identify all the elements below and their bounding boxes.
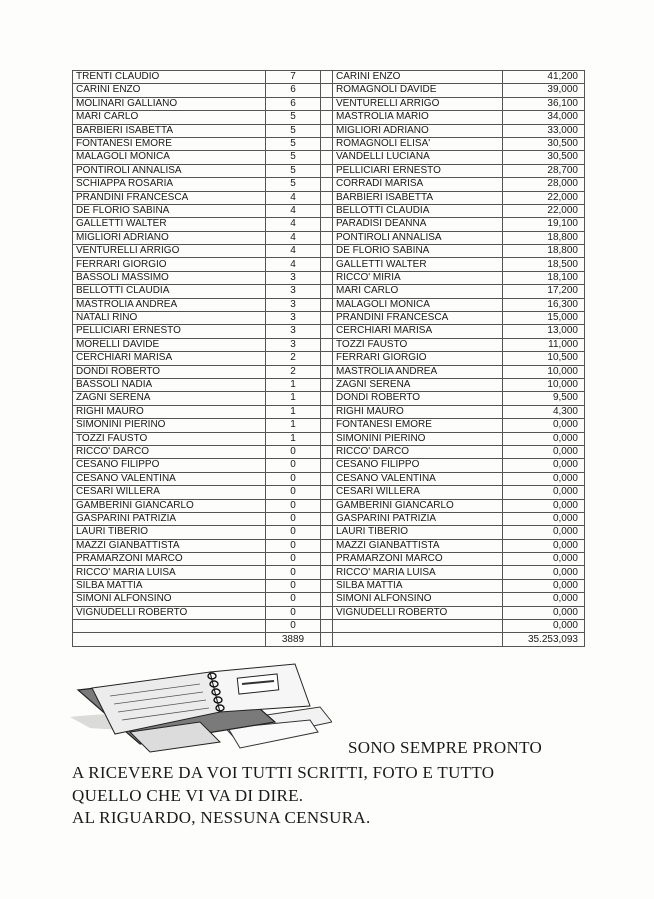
name2-cell: MASTROLIA ANDREA [333,365,503,378]
amount-cell: 0,000 [503,472,585,485]
separator-cell [321,352,333,365]
count-cell: 5 [266,151,321,164]
amount-cell: 33,000 [503,124,585,137]
separator-cell [321,539,333,552]
name2-cell: CERCHIARI MARISA [333,325,503,338]
name-cell: TRENTI CLAUDIO [73,71,266,84]
name2-cell: MASTROLIA MARIO [333,111,503,124]
table-row [73,606,585,619]
table-row [73,231,585,244]
count-cell: 3 [266,325,321,338]
table-row [73,258,585,271]
name2-cell: SIMONI ALFONSINO [333,593,503,606]
count-cell: 4 [266,245,321,258]
amount-cell: 0,000 [503,459,585,472]
amount-cell: 17,200 [503,285,585,298]
amount-cell: 9,500 [503,392,585,405]
count-cell: 5 [266,111,321,124]
separator-cell [321,271,333,284]
name2-cell: GAMBERINI GIANCARLO [333,499,503,512]
separator-cell [321,593,333,606]
name-cell: CERCHIARI MARISA [73,352,266,365]
count-cell: 0 [266,593,321,606]
count-cell: 0 [266,445,321,458]
count-cell: 0 [266,486,321,499]
amount-cell: 0,000 [503,432,585,445]
count-cell: 4 [266,258,321,271]
amount-cell: 10,000 [503,365,585,378]
name2-cell: MAZZI GIANBATTISTA [333,539,503,552]
separator-cell [321,472,333,485]
amount-cell: 11,000 [503,338,585,351]
name-cell: DE FLORIO SABINA [73,204,266,217]
name-cell: BASSOLI MASSIMO [73,271,266,284]
name-cell: NATALI RINO [73,312,266,325]
amount-cell: 19,100 [503,218,585,231]
amount-cell: 4,300 [503,405,585,418]
amount-cell: 0,000 [503,620,585,633]
count-cell: 0 [266,499,321,512]
separator-cell [321,204,333,217]
table-row [73,111,585,124]
count-cell: 3 [266,338,321,351]
table-row [73,137,585,150]
table-row [73,312,585,325]
count-cell: 5 [266,137,321,150]
separator-cell [321,405,333,418]
table-row [73,472,585,485]
separator-cell [321,325,333,338]
count-cell: 0 [266,526,321,539]
amount-cell: 16,300 [503,298,585,311]
table-row [73,352,585,365]
name2-cell: ROMAGNOLI DAVIDE [333,84,503,97]
count-cell: 4 [266,218,321,231]
name-cell: RICCO' DARCO [73,445,266,458]
separator-cell [321,378,333,391]
name2-cell: TOZZI FAUSTO [333,338,503,351]
results-table-container [72,70,584,647]
separator-cell [321,338,333,351]
name-cell: FONTANESI EMORE [73,137,266,150]
table-row [73,392,585,405]
separator-cell [321,111,333,124]
amount-cell: 22,000 [503,191,585,204]
results-table [72,70,585,647]
amount-cell: 0,000 [503,593,585,606]
separator-cell [321,606,333,619]
name-cell: ZAGNI SERENA [73,392,266,405]
separator-cell [321,245,333,258]
name2-cell: DE FLORIO SABINA [333,245,503,258]
count-cell: 6 [266,97,321,110]
table-row [73,178,585,191]
amount-cell: 28,000 [503,178,585,191]
name-cell: FERRARI GIORGIO [73,258,266,271]
name2-cell: LAURI TIBERIO [333,526,503,539]
name2-cell: MALAGOLI MONICA [333,298,503,311]
name-cell: MIGLIORI ADRIANO [73,231,266,244]
message-line-1: SONO SEMPRE PRONTO [348,738,543,757]
table-row [73,499,585,512]
name2-cell: RICCO' MARIA LUISA [333,566,503,579]
table-row [73,285,585,298]
name-cell: MARI CARLO [73,111,266,124]
amount-cell: 0,000 [503,445,585,458]
name2-cell: CESANO VALENTINA [333,472,503,485]
name2-cell: VIGNUDELLI ROBERTO [333,606,503,619]
name-cell: GALLETTI WALTER [73,218,266,231]
count-cell: 0 [266,566,321,579]
totals-label-cell [73,633,266,647]
amount-cell: 0,000 [503,499,585,512]
separator-cell [321,392,333,405]
amount-cell: 34,000 [503,111,585,124]
name-cell: PONTIROLI ANNALISA [73,164,266,177]
amount-cell: 30,500 [503,137,585,150]
name2-cell: SILBA MATTIA [333,579,503,592]
name2-cell: RIGHI MAURO [333,405,503,418]
name-cell: BELLOTTI CLAUDIA [73,285,266,298]
name-cell: SCHIAPPA ROSARIA [73,178,266,191]
table-row [73,298,585,311]
amount-cell: 28,700 [503,164,585,177]
table-row [73,365,585,378]
count-cell: 3 [266,312,321,325]
count-cell: 0 [266,512,321,525]
table-row [73,566,585,579]
count-cell: 1 [266,405,321,418]
name2-cell: RICCO' MIRIA [333,271,503,284]
table-row [73,419,585,432]
count-cell: 5 [266,164,321,177]
separator-cell [321,97,333,110]
count-cell: 7 [266,71,321,84]
table-row [73,71,585,84]
name2-cell: ZAGNI SERENA [333,378,503,391]
amount-cell: 0,000 [503,566,585,579]
message-line-2: A RICEVERE DA VOI TUTTI SCRITTI, FOTO E TUTTO [72,763,495,782]
separator-cell [321,71,333,84]
name2-cell: BELLOTTI CLAUDIA [333,204,503,217]
separator-cell [321,298,333,311]
table-row [73,164,585,177]
total-amount-cell: 35.253,093 [503,633,585,647]
count-cell: 4 [266,204,321,217]
name2-cell: ROMAGNOLI ELISA' [333,137,503,150]
separator-cell [321,285,333,298]
count-cell: 2 [266,365,321,378]
table-row [73,432,585,445]
name-cell: BARBIERI ISABETTA [73,124,266,137]
name2-cell [333,620,503,633]
name2-cell: CORRADI MARISA [333,178,503,191]
separator-cell [321,499,333,512]
count-cell: 0 [266,553,321,566]
count-cell: 6 [266,84,321,97]
name-cell: GASPARINI PATRIZIA [73,512,266,525]
name2-cell: PRAMARZONI MARCO [333,553,503,566]
separator-cell [321,164,333,177]
name-cell: RIGHI MAURO [73,405,266,418]
separator-cell [321,486,333,499]
message-line-3: QUELLO CHE VI VA DI DIRE. [72,786,304,805]
separator-cell [321,258,333,271]
name-cell: BASSOLI NADIA [73,378,266,391]
count-cell: 0 [266,459,321,472]
amount-cell: 0,000 [503,512,585,525]
table-row [73,204,585,217]
count-cell: 0 [266,472,321,485]
amount-cell: 18,800 [503,245,585,258]
name2-cell: PARADISI DEANNA [333,218,503,231]
separator-cell [321,137,333,150]
table-row [73,620,585,633]
count-cell: 0 [266,620,321,633]
table-row [73,459,585,472]
table-row [73,97,585,110]
separator-cell [321,512,333,525]
separator-cell [321,124,333,137]
name2-cell: MARI CARLO [333,285,503,298]
count-cell: 1 [266,419,321,432]
name2-cell: FONTANESI EMORE [333,419,503,432]
name-cell: PRAMARZONI MARCO [73,553,266,566]
name-cell: MALAGOLI MONICA [73,151,266,164]
name-cell: TOZZI FAUSTO [73,432,266,445]
table-row [73,124,585,137]
table-row [73,486,585,499]
name-cell: SIMONINI PIERINO [73,419,266,432]
count-cell: 3 [266,285,321,298]
separator-cell [321,553,333,566]
separator-cell [321,231,333,244]
amount-cell: 0,000 [503,606,585,619]
separator-cell [321,312,333,325]
table-row [73,325,585,338]
amount-cell: 0,000 [503,539,585,552]
name2-cell: PRANDINI FRANCESCA [333,312,503,325]
name-cell: SIMONI ALFONSINO [73,593,266,606]
message-line-4: AL RIGUARDO, NESSUNA CENSURA. [72,808,371,827]
separator-cell [321,365,333,378]
name-cell [73,620,266,633]
name2-cell: BARBIERI ISABETTA [333,191,503,204]
name-cell: CESANO VALENTINA [73,472,266,485]
count-cell: 1 [266,432,321,445]
name2-cell: DONDI ROBERTO [333,392,503,405]
amount-cell: 0,000 [503,526,585,539]
name-cell: SILBA MATTIA [73,579,266,592]
count-cell: 0 [266,539,321,552]
amount-cell: 15,000 [503,312,585,325]
count-cell: 3 [266,271,321,284]
name-cell: CESARI WILLERA [73,486,266,499]
results-table-body [73,71,585,647]
name2-cell: FERRARI GIORGIO [333,352,503,365]
name2-cell: MIGLIORI ADRIANO [333,124,503,137]
name-cell: VENTURELLI ARRIGO [73,245,266,258]
table-row [73,245,585,258]
name2-cell: GALLETTI WALTER [333,258,503,271]
separator-cell [321,445,333,458]
name-cell: GAMBERINI GIANCARLO [73,499,266,512]
name-cell: MAZZI GIANBATTISTA [73,539,266,552]
count-cell: 1 [266,378,321,391]
amount-cell: 0,000 [503,579,585,592]
name2-cell: PELLICIARI ERNESTO [333,164,503,177]
table-row [73,338,585,351]
table-row [73,512,585,525]
name2-cell: RICCO' DARCO [333,445,503,458]
open-notebook-icon [70,662,332,754]
count-cell: 2 [266,352,321,365]
name-cell: RICCO' MARIA LUISA [73,566,266,579]
amount-cell: 0,000 [503,486,585,499]
totals-spacer-cell [333,633,503,647]
count-cell: 1 [266,392,321,405]
name2-cell: GASPARINI PATRIZIA [333,512,503,525]
amount-cell: 18,800 [503,231,585,244]
total-count-cell: 3889 [266,633,321,647]
name-cell: CESANO FILIPPO [73,459,266,472]
separator-cell [321,218,333,231]
name2-cell: PONTIROLI ANNALISA [333,231,503,244]
table-row [73,539,585,552]
table-row [73,84,585,97]
amount-cell: 41,200 [503,71,585,84]
count-cell: 4 [266,191,321,204]
name-cell: MORELLI DAVIDE [73,338,266,351]
table-row [73,445,585,458]
table-row [73,579,585,592]
table-row [73,553,585,566]
name2-cell: CESARI WILLERA [333,486,503,499]
table-row [73,218,585,231]
totals-row [73,633,585,647]
amount-cell: 36,100 [503,97,585,110]
amount-cell: 0,000 [503,553,585,566]
separator-cell [321,633,333,647]
separator-cell [321,620,333,633]
amount-cell: 10,500 [503,352,585,365]
table-row [73,151,585,164]
separator-cell [321,178,333,191]
separator-cell [321,84,333,97]
count-cell: 4 [266,231,321,244]
name2-cell: VANDELLI LUCIANA [333,151,503,164]
table-row [73,405,585,418]
separator-cell [321,526,333,539]
amount-cell: 22,000 [503,204,585,217]
amount-cell: 10,000 [503,378,585,391]
table-row [73,593,585,606]
name2-cell: SIMONINI PIERINO [333,432,503,445]
separator-cell [321,432,333,445]
separator-cell [321,191,333,204]
separator-cell [321,419,333,432]
table-row [73,526,585,539]
name-cell: PELLICIARI ERNESTO [73,325,266,338]
table-row [73,378,585,391]
name-cell: LAURI TIBERIO [73,526,266,539]
amount-cell: 18,500 [503,258,585,271]
separator-cell [321,151,333,164]
name2-cell: CARINI ENZO [333,71,503,84]
name2-cell: CESANO FILIPPO [333,459,503,472]
amount-cell: 30,500 [503,151,585,164]
name-cell: MOLINARI GALLIANO [73,97,266,110]
amount-cell: 13,000 [503,325,585,338]
separator-cell [321,566,333,579]
name-cell: DONDI ROBERTO [73,365,266,378]
name-cell: PRANDINI FRANCESCA [73,191,266,204]
table-row [73,191,585,204]
amount-cell: 0,000 [503,419,585,432]
count-cell: 0 [266,579,321,592]
count-cell: 5 [266,124,321,137]
name-cell: VIGNUDELLI ROBERTO [73,606,266,619]
count-cell: 5 [266,178,321,191]
separator-cell [321,459,333,472]
name2-cell: VENTURELLI ARRIGO [333,97,503,110]
count-cell: 3 [266,298,321,311]
amount-cell: 39,000 [503,84,585,97]
name-cell: CARINI ENZO [73,84,266,97]
count-cell: 0 [266,606,321,619]
separator-cell [321,579,333,592]
amount-cell: 18,100 [503,271,585,284]
table-row [73,271,585,284]
name-cell: MASTROLIA ANDREA [73,298,266,311]
